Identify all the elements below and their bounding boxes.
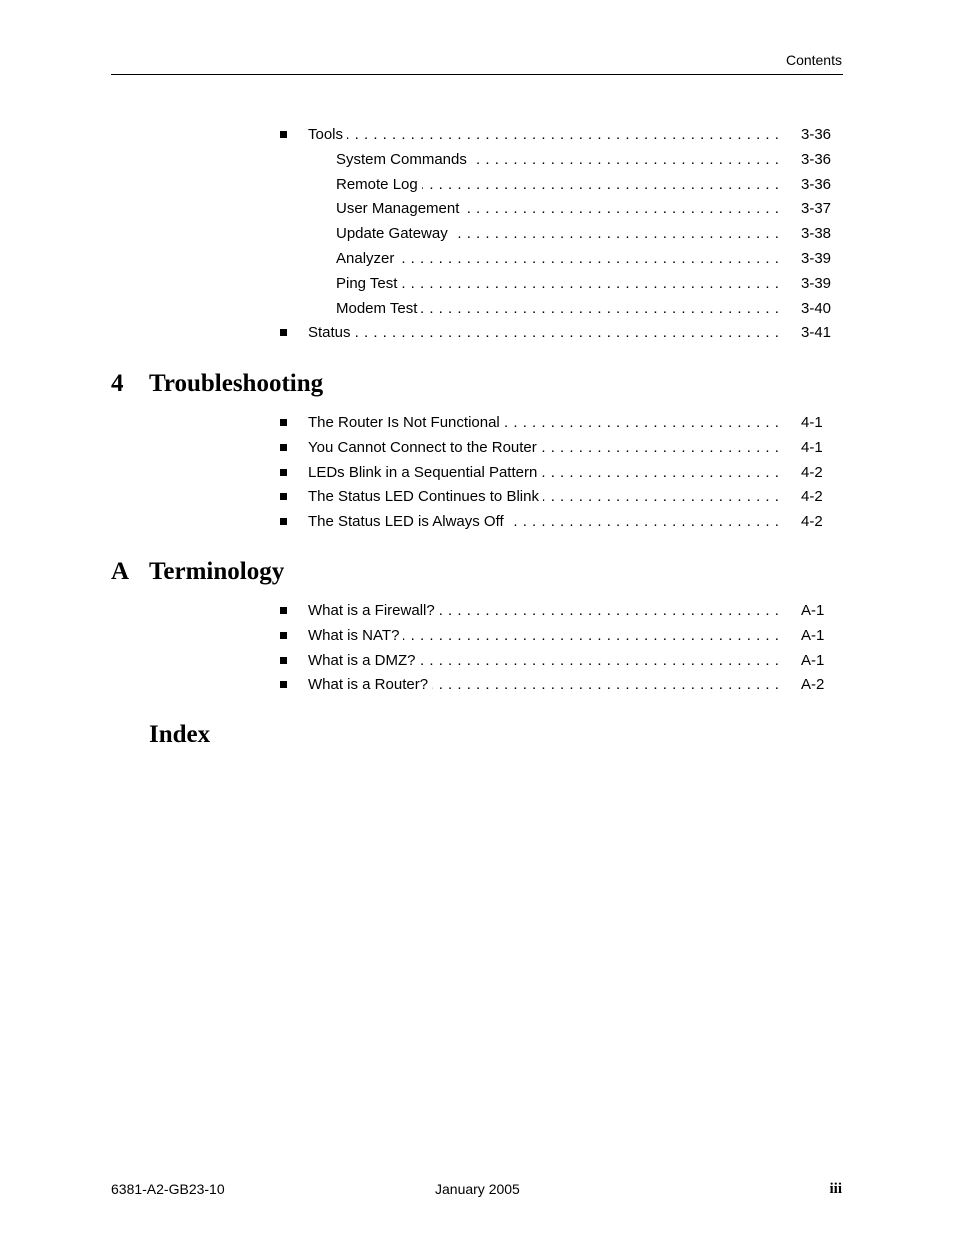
square-bullet-icon bbox=[280, 131, 287, 138]
toc-entry[interactable] bbox=[0, 651, 954, 671]
toc-entry[interactable] bbox=[0, 274, 954, 294]
square-bullet-icon bbox=[280, 632, 287, 639]
toc-entry[interactable] bbox=[0, 626, 954, 646]
square-bullet-icon bbox=[280, 518, 287, 525]
footer-page-number: iii bbox=[829, 1181, 842, 1197]
toc-entry-leader bbox=[308, 438, 780, 458]
toc-entry-page: 3-38 bbox=[801, 225, 832, 243]
toc-entry-leader bbox=[336, 199, 780, 219]
toc-entry-title: What is a DMZ? bbox=[308, 652, 420, 669]
toc-entry-title: User Management bbox=[336, 200, 463, 217]
toc-entry-leader bbox=[308, 601, 780, 621]
toc-entry-title: Modem Test bbox=[336, 300, 421, 317]
toc-entry-page: 3-39 bbox=[801, 250, 832, 267]
chapter-title: Troubleshooting bbox=[149, 370, 324, 397]
toc-entry-page: 3-39 bbox=[801, 274, 832, 292]
toc-entry-page: 3-36 bbox=[801, 150, 832, 168]
toc-entry-page: 3-37 bbox=[801, 200, 832, 218]
toc-entry-title: What is NAT? bbox=[308, 627, 403, 644]
toc-entry[interactable] bbox=[0, 675, 954, 695]
toc-entry-leader bbox=[336, 150, 780, 170]
footer-doc-number: 6381-A2-GB23-10 bbox=[111, 1181, 225, 1197]
toc-entry-title: The Router Is Not Functional bbox=[308, 414, 504, 431]
toc-entry-page: 3-41 bbox=[801, 324, 832, 342]
square-bullet-icon bbox=[280, 444, 287, 451]
square-bullet-icon bbox=[280, 469, 287, 476]
toc-entry-page: 4-2 bbox=[801, 488, 823, 506]
toc-entry-page: A-1 bbox=[801, 602, 825, 619]
toc-entry[interactable] bbox=[0, 487, 954, 507]
toc-entry[interactable] bbox=[0, 249, 954, 269]
toc-entry[interactable] bbox=[0, 463, 954, 483]
toc-entry-leader bbox=[308, 512, 780, 532]
page-header-label: Contents bbox=[785, 52, 842, 68]
toc-entry-page: 4-1 bbox=[801, 438, 823, 456]
toc-entry-page: A-2 bbox=[801, 676, 825, 694]
chapter-title: Index bbox=[149, 721, 211, 748]
square-bullet-icon bbox=[280, 607, 287, 614]
toc-entry-title: What is a Firewall? bbox=[308, 602, 439, 619]
toc-entry[interactable] bbox=[0, 323, 954, 343]
toc-entry-title: Ping Test bbox=[336, 275, 401, 292]
toc-entry-leader bbox=[308, 487, 780, 507]
toc-entry-title: LEDs Blink in a Sequential Pattern bbox=[308, 464, 541, 481]
toc-entry[interactable] bbox=[0, 175, 954, 195]
toc-entry-page: 3-40 bbox=[801, 299, 832, 317]
toc-entry[interactable] bbox=[0, 601, 954, 621]
toc-entry[interactable] bbox=[0, 224, 954, 244]
toc-entry[interactable] bbox=[0, 199, 954, 219]
toc-entry-title: Remote Log bbox=[336, 176, 422, 193]
toc-entry[interactable] bbox=[0, 125, 954, 145]
toc-entry-leader bbox=[308, 323, 780, 343]
toc-entry[interactable] bbox=[0, 299, 954, 319]
toc-entry-title: The Status LED is Always Off bbox=[308, 513, 508, 530]
toc-entry[interactable] bbox=[0, 438, 954, 458]
toc-entry-leader bbox=[336, 299, 780, 319]
toc-entry-title: You Cannot Connect to the Router bbox=[308, 439, 541, 456]
chapter-number: 4 bbox=[111, 370, 124, 397]
toc-entry-leader bbox=[308, 125, 780, 145]
square-bullet-icon bbox=[280, 419, 287, 426]
square-bullet-icon bbox=[280, 493, 287, 500]
toc-entry-page: 3-36 bbox=[801, 126, 832, 143]
chapter-number: A bbox=[111, 558, 130, 585]
toc-entry-page: 4-2 bbox=[801, 513, 823, 531]
chapter-title: Terminology bbox=[149, 558, 285, 585]
square-bullet-icon bbox=[280, 329, 287, 336]
chapter-heading-troubleshooting[interactable] bbox=[111, 369, 323, 399]
square-bullet-icon bbox=[280, 681, 287, 688]
toc-entry-title: Status bbox=[308, 324, 355, 341]
toc-entry-title: The Status LED Continues to Blink bbox=[308, 488, 543, 505]
toc-entry-title: Update Gateway bbox=[336, 225, 452, 242]
footer-date: January 2005 bbox=[435, 1181, 520, 1197]
toc-entry-leader bbox=[308, 675, 780, 695]
toc-entry-leader bbox=[336, 249, 780, 269]
toc-entry-page: 4-2 bbox=[801, 463, 823, 481]
chapter-heading-terminology[interactable] bbox=[111, 557, 284, 587]
toc-entry-title: Tools bbox=[308, 126, 347, 143]
toc-entry[interactable] bbox=[0, 512, 954, 532]
toc-entry-leader bbox=[308, 626, 780, 646]
toc-entry-page: A-1 bbox=[801, 626, 825, 644]
toc-entry-leader bbox=[336, 224, 780, 244]
toc-entry-page: 3-36 bbox=[801, 175, 832, 193]
toc-entry-leader bbox=[308, 651, 780, 671]
toc-entry-title: System Commands bbox=[336, 151, 471, 168]
header-rule bbox=[111, 74, 843, 75]
toc-entry-title: Analyzer bbox=[336, 250, 398, 267]
square-bullet-icon bbox=[280, 657, 287, 664]
chapter-heading-index[interactable] bbox=[111, 720, 210, 750]
toc-entry-leader bbox=[308, 413, 780, 433]
toc-entry-page: 4-1 bbox=[801, 414, 823, 431]
toc-entry-leader bbox=[308, 463, 780, 483]
toc-entry-title: What is a Router? bbox=[308, 676, 432, 693]
toc-entry-leader bbox=[336, 175, 780, 195]
toc-entry[interactable] bbox=[0, 413, 954, 433]
toc-entry-leader bbox=[336, 274, 780, 294]
toc-entry[interactable] bbox=[0, 150, 954, 170]
toc-entry-page: A-1 bbox=[801, 651, 825, 669]
